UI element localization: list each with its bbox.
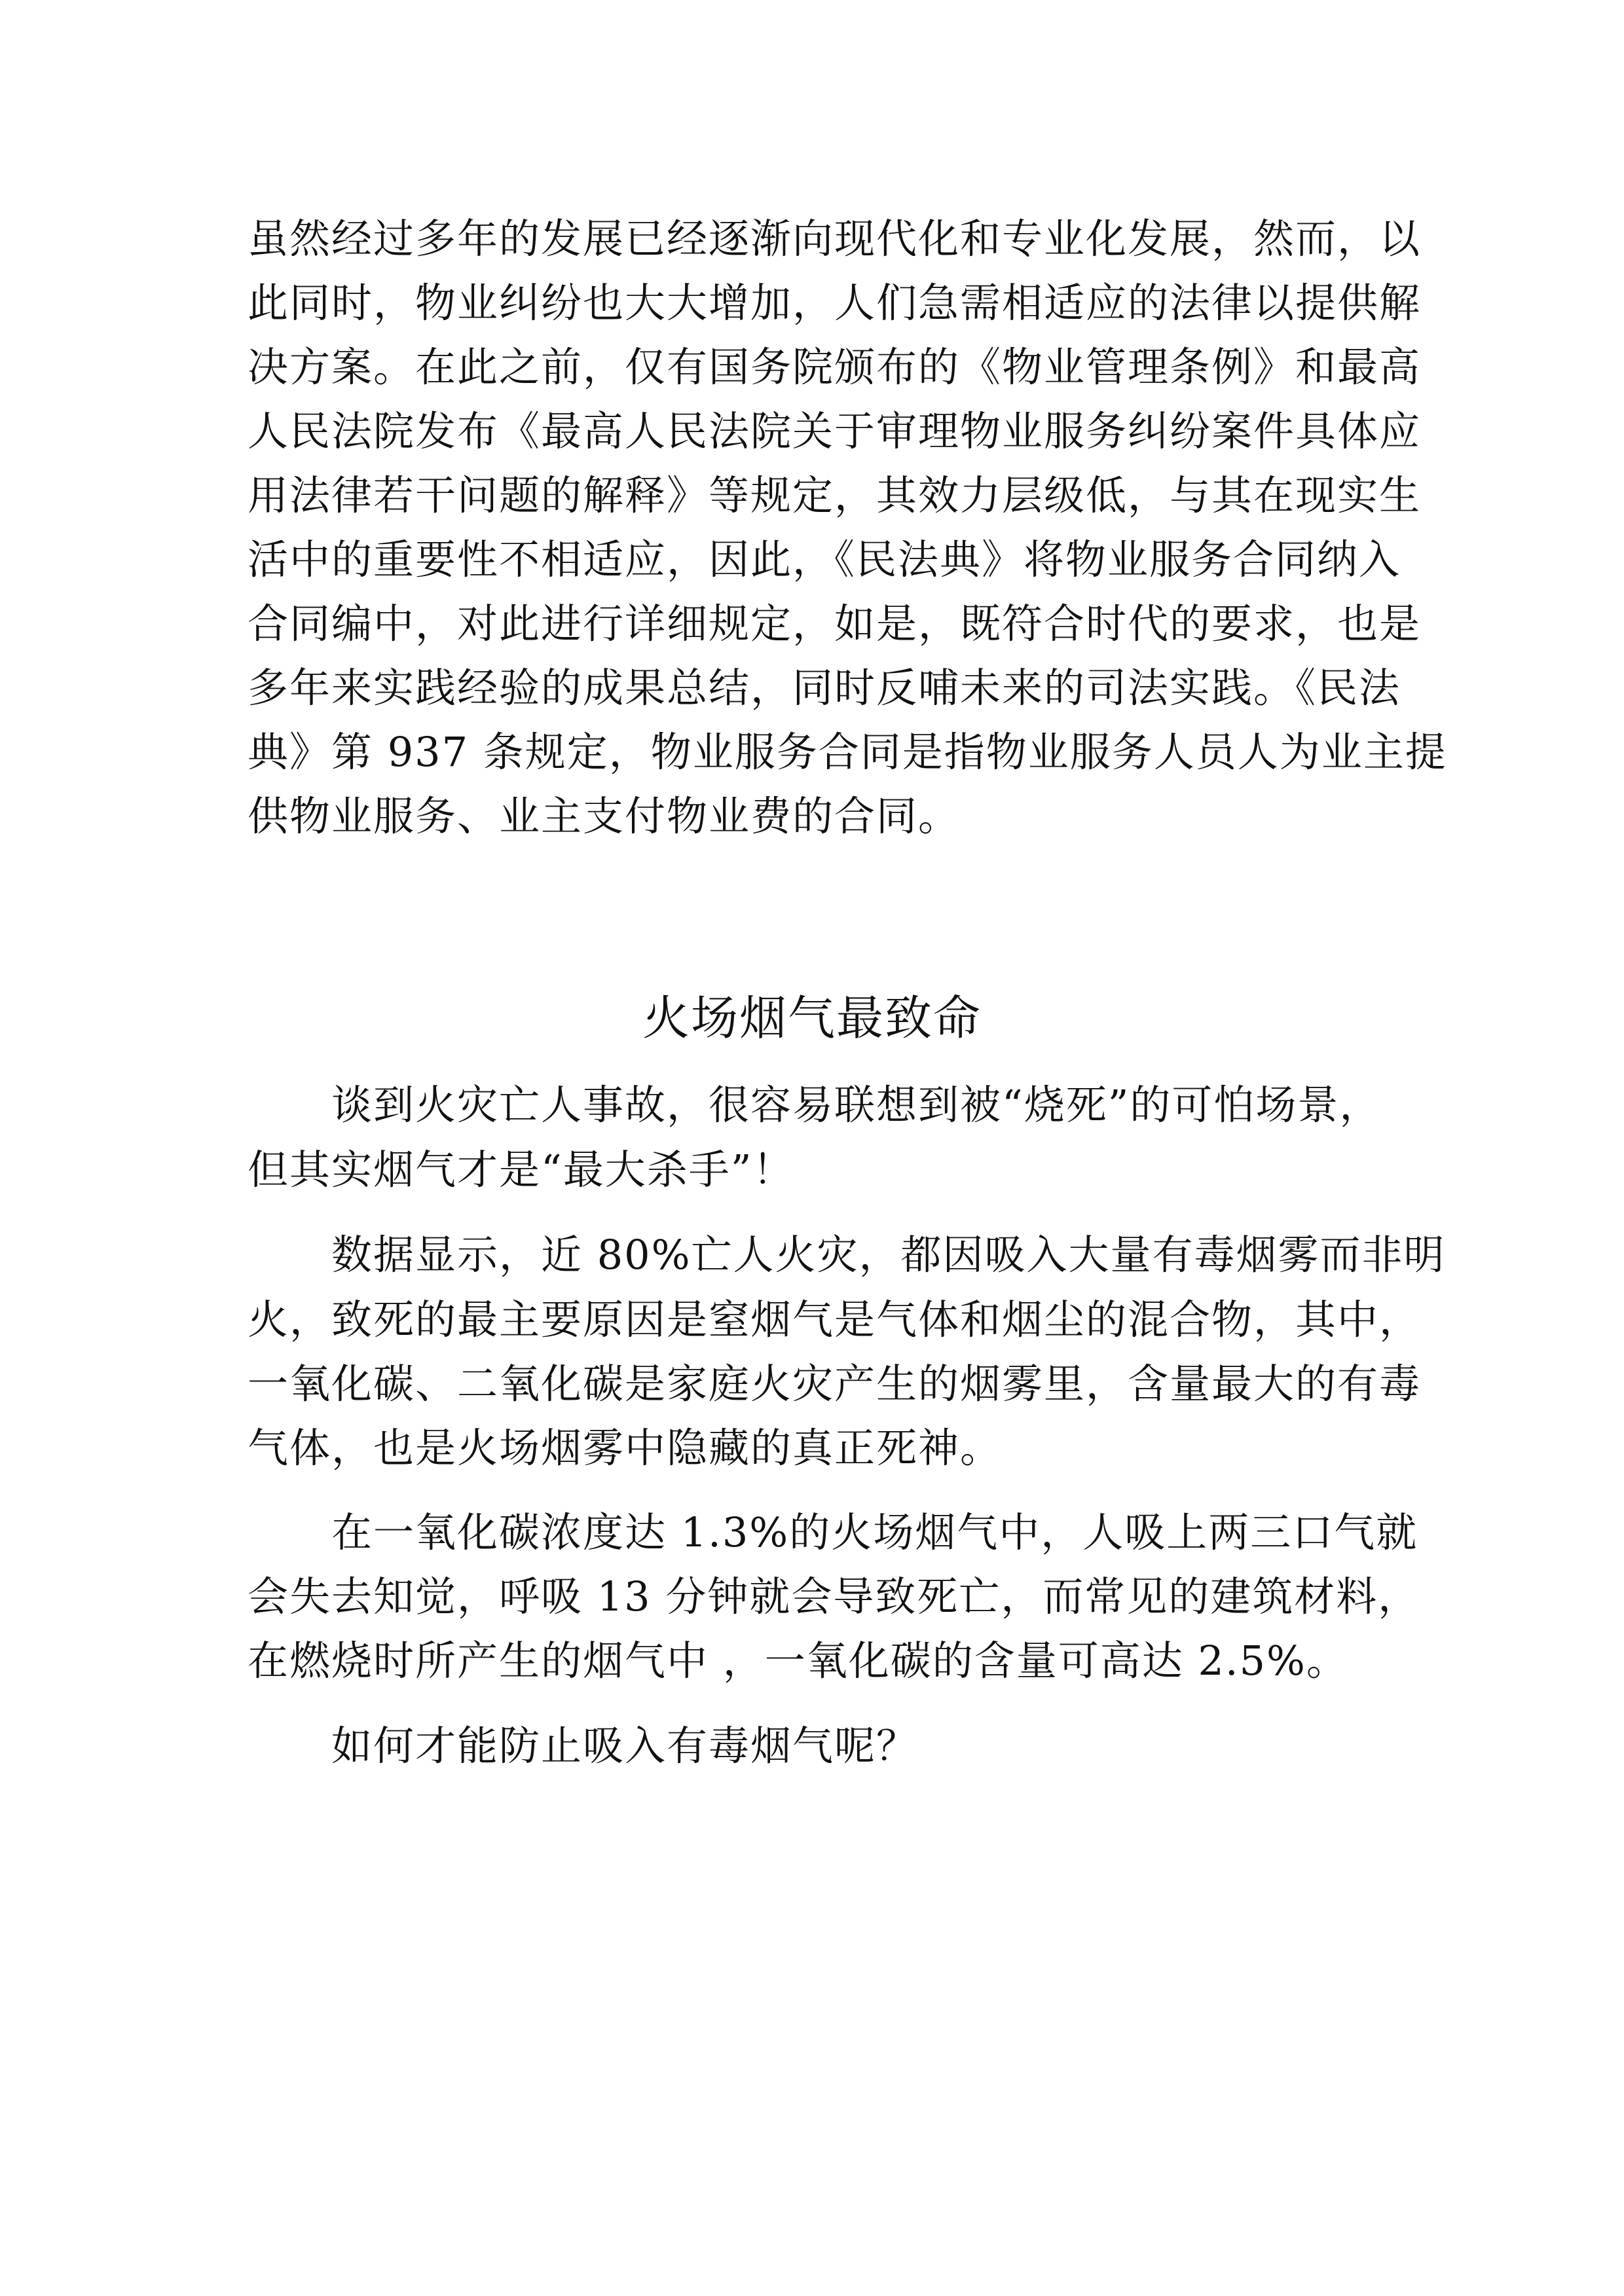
- text-line: 虽然经过多年的发展已经逐渐向现代化和专业化发展，然而，以: [248, 215, 1422, 263]
- text-line: 会失去知觉，呼吸 13 分钟就会导致死亡，而常见的建筑材料，: [248, 1573, 1420, 1620]
- text-line: 供物业服务、业主支付物业费的合同。: [248, 792, 961, 840]
- text-line: 数据显示，近 80%亡人火灾，都因吸入大量有毒烟雾而非明: [331, 1231, 1446, 1279]
- text-line: 如何才能防止吸入有毒烟气呢？: [331, 1722, 919, 1770]
- text-line: 用法律若干问题的解释》等规定，其效力层级低，与其在现实生: [248, 471, 1422, 519]
- text-line: 合同编中，对此进行详细规定，如是，既符合时代的要求，也是: [248, 600, 1422, 647]
- section-heading: 火场烟气最致命: [642, 991, 982, 1046]
- text-line: 典》第 937 条规定，物业服务合同是指物业服务人员人为业主提: [248, 728, 1447, 776]
- text-line: 火，致死的最主要原因是窒烟气是气体和烟尘的混合物，其中，: [248, 1296, 1422, 1343]
- text-line: 在一氧化碳浓度达 1.3%的火场烟气中，人吸上两三口气就: [331, 1508, 1418, 1556]
- text-line: 人民法院发布《最高人民法院关于审理物业服务纠纷案件具体应: [248, 407, 1422, 455]
- text-line: 在燃烧时所产生的烟气中 ，一氧化碳的含量可高达 2.5%。: [248, 1637, 1348, 1685]
- text-line: 活中的重要性不相适应，因此，《民法典》将物业服务合同纳入: [248, 536, 1401, 583]
- text-line: 此同时，物业纠纷也大大增加，人们急需相适应的法律以提供解: [248, 279, 1422, 327]
- text-line: 但其实烟气才是“最大杀手”！: [248, 1146, 795, 1194]
- text-line: 气体，也是火场烟雾中隐藏的真正死神。: [248, 1424, 1003, 1472]
- text-line: 决方案。在此之前，仅有国务院颁布的《物业管理条例》和最高: [248, 343, 1422, 391]
- text-line: 多年来实践经验的成果总结，同时反哺未来的司法实践。《民法: [248, 664, 1401, 712]
- text-line: 一氧化碳、二氧化碳是家庭火灾产生的烟雾里，含量最大的有毒: [248, 1360, 1422, 1408]
- text-line: 谈到火灾亡人事故，很容易联想到被“烧死”的可怕场景，: [331, 1081, 1382, 1129]
